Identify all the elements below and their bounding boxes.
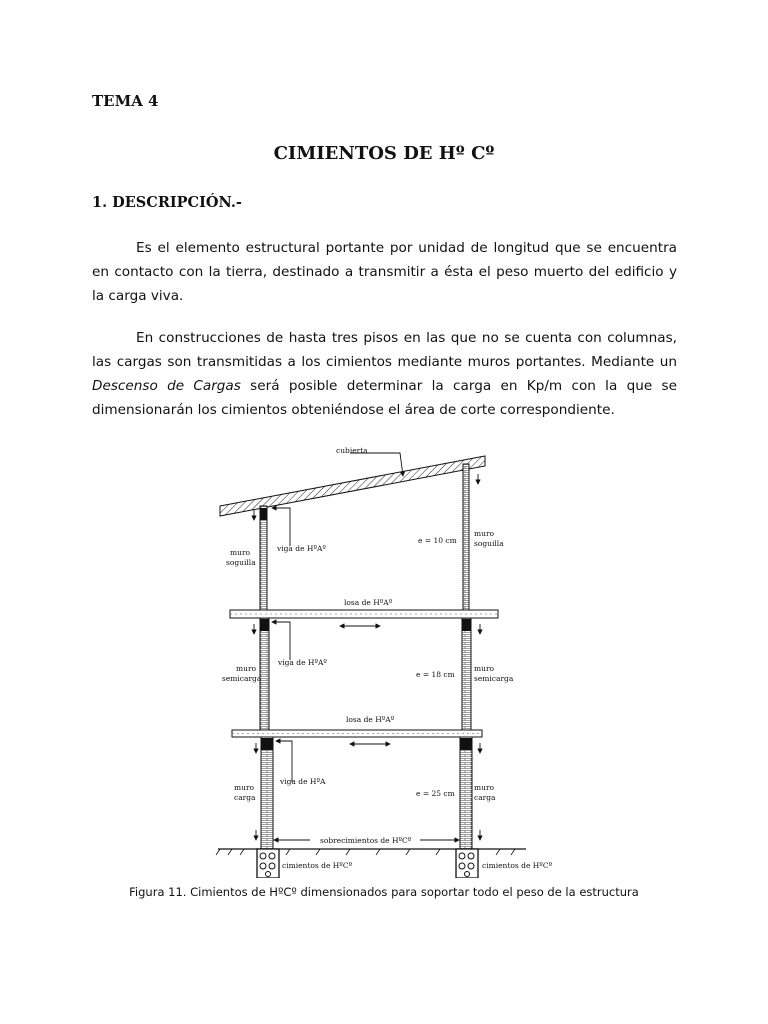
label-muro-carga-left-2: carga: [234, 793, 256, 802]
wall-right-lower: [460, 737, 472, 849]
wall-left-middle: [260, 618, 269, 732]
foundation-right: [456, 849, 478, 878]
slab-1: [230, 610, 498, 618]
label-e-top: e = 10 cm: [418, 536, 457, 545]
label-muro-right-1: muro: [474, 529, 495, 538]
label-cimientos-right: cimientos de HºCº: [482, 861, 553, 870]
label-muro-semi-left-1: muro: [236, 664, 257, 673]
wall-right-upper: [463, 464, 469, 610]
label-muro-left-1: muro: [230, 548, 251, 557]
slab-2: [232, 730, 482, 737]
label-cubierta: cubierta: [336, 446, 368, 455]
paragraph-2-text-b: será posible determinar la carga en Kp/m con la que se dimensionarán los cimientos obteniéndose el área de corte correspondiente.: [92, 378, 677, 418]
label-muro-carga-left-1: muro: [234, 783, 255, 792]
label-viga-top: viga de HºAº: [277, 544, 326, 553]
paragraph-1: [92, 236, 677, 308]
label-viga-mid: viga de HºAº: [278, 658, 327, 667]
label-muro-semi-right-2: semicarga: [474, 674, 514, 683]
chapter-label: TEMA 4: [92, 92, 159, 110]
label-muro-semi-right-1: muro: [474, 664, 495, 673]
label-muro-left-2: soguilla: [226, 558, 256, 567]
foundation-left: [257, 849, 279, 878]
label-sobrecimientos: sobrecimientos de HºCº: [320, 836, 412, 845]
label-muro-carga-right-1: muro: [474, 783, 495, 792]
paragraph-1-text: Es el elemento estructural portante por unidad de longitud que se encuentra en contacto con la tierra, destinado a transmitir a ésta el peso muerto del edificio y la carga viva.: [92, 240, 677, 304]
paragraph-2-text-a: En construcciones de hasta tres pisos en las que no se cuenta con columnas, las cargas son transmitidas a los cimientos mediante muros portantes. Mediante un: [92, 330, 677, 370]
label-losa-1: losa de HºAº: [344, 598, 393, 607]
wall-right-middle: [462, 618, 471, 732]
section-heading: 1. DESCRIPCIÓN.-: [92, 194, 242, 211]
label-muro-right-2: soguilla: [474, 539, 504, 548]
paragraph-2-emphasis: Descenso de Cargas: [92, 378, 241, 394]
wall-left-upper: [260, 506, 267, 610]
label-muro-semi-left-2: semicarga: [222, 674, 262, 683]
label-viga-bot: viga de HºA: [280, 777, 326, 786]
building-section-diagram: [210, 438, 560, 878]
label-e-mid: e = 18 cm: [416, 670, 455, 679]
label-cimientos-left: cimientos de HºCº: [282, 861, 353, 870]
label-e-bot: e = 25 cm: [416, 789, 455, 798]
page-title: CIMIENTOS DE Hº Cº: [273, 143, 495, 164]
paragraph-2: [92, 326, 677, 422]
wall-left-lower: [261, 737, 273, 849]
figure-caption: Figura 11. Cimientos de HºCº dimensionados para soportar todo el peso de la estructura: [129, 885, 639, 899]
label-muro-carga-right-2: carga: [474, 793, 496, 802]
label-losa-2: losa de HºAº: [346, 715, 395, 724]
